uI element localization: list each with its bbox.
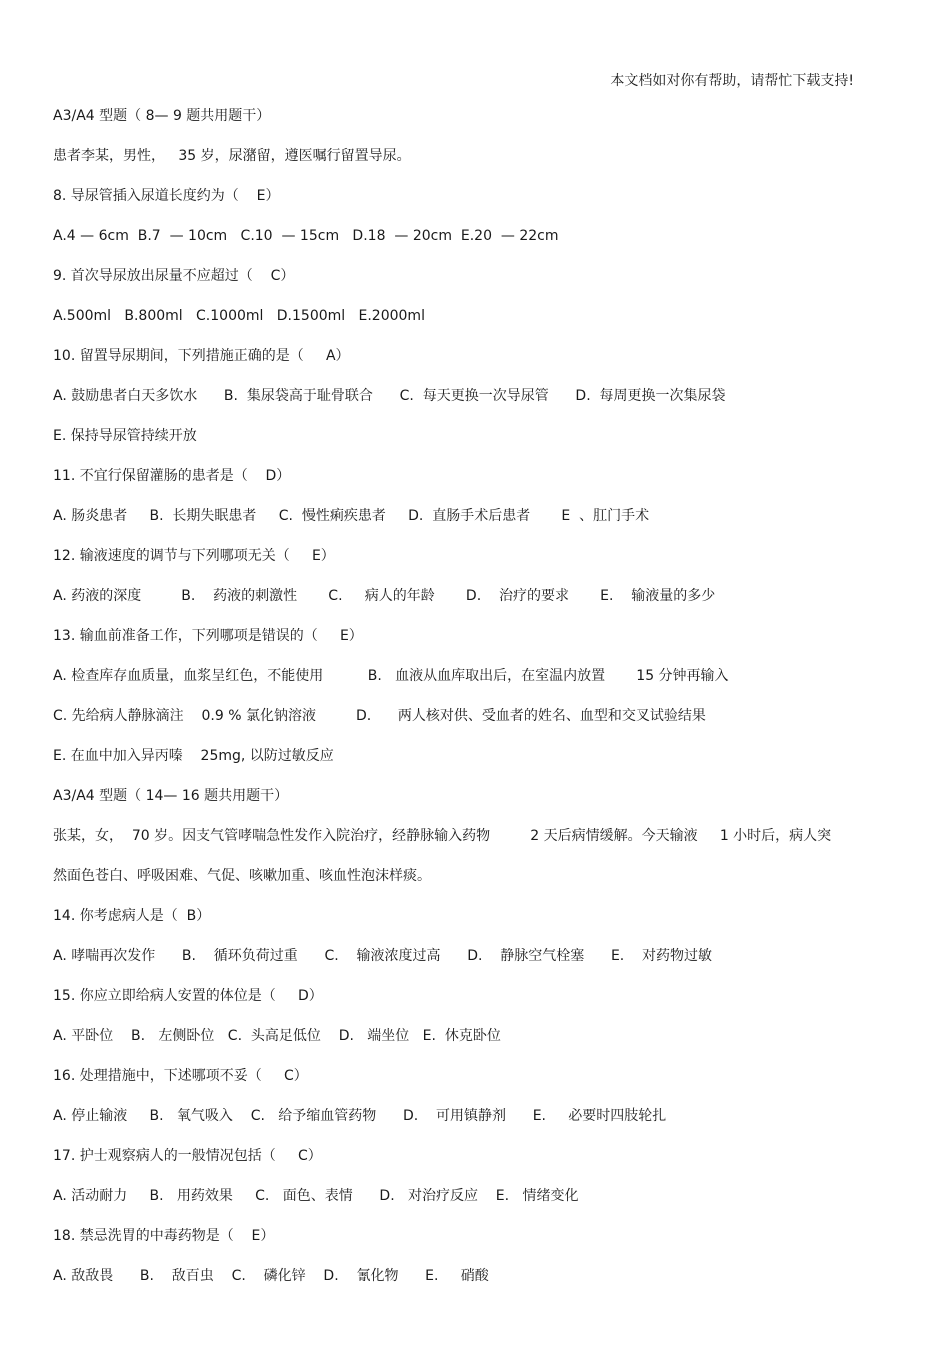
text-line: C. 先给病人静脉滴注 0.9 % 氯化钠溶液 D. 两人核对供、受血者的姓名、血型和交叉试验结果 — [53, 708, 706, 724]
text-line: A. 药液的深度 B. 药液的刺激性 C. 病人的年龄 D. 治疗的要求 E. 输液量的多少 — [53, 588, 716, 604]
text-line: 10. 留置导尿期间，下列措施正确的是（ A） — [53, 348, 350, 364]
text-line: A.500ml B.800ml C.1000ml D.1500ml E.2000ml — [53, 308, 425, 324]
text-line: A. 肠炎患者 B. 长期失眠患者 C. 慢性痢疾患者 D. 直肠手术后患者 E 、肛门手术 — [53, 508, 650, 524]
text-line: A3/A4 型题（ 8— 9 题共用题干） — [53, 108, 271, 124]
text-line: A. 检查库存血质量，血浆呈红色，不能使用 B. 血液从血库取出后，在室温内放置 15 分钟再输入 — [53, 668, 729, 684]
text-line: 15. 你应立即给病人安置的体位是（ D） — [53, 988, 323, 1004]
document-body — [53, 105, 913, 1305]
text-line: E. 保持导尿管持续开放 — [53, 428, 197, 444]
text-line: 8. 导尿管插入尿道长度约为（ E） — [53, 188, 280, 204]
text-line: 11. 不宜行保留灌肠的患者是（ D） — [53, 468, 291, 484]
text-line: E. 在血中加入异丙嗪 25mg, 以防过敏反应 — [53, 748, 334, 764]
text-line: A. 平卧位 B. 左侧卧位 C. 头高足低位 D. 端坐位 E. 休克卧位 — [53, 1028, 501, 1044]
text-line: A. 敌敌畏 B. 敌百虫 C. 磷化锌 D. 氰化物 E. 硝酸 — [53, 1268, 489, 1284]
text-line: A. 哮喘再次发作 B. 循环负荷过重 C. 输液浓度过高 D. 静脉空气栓塞 E. 对药物过敏 — [53, 948, 713, 964]
text-line: 17. 护士观察病人的一般情况包括（ C） — [53, 1148, 322, 1164]
text-line: 然面色苍白、呼吸困难、气促、咳嗽加重、咳血性泡沫样痰。 — [53, 868, 431, 884]
header-note: 本文档如对你有帮助，请帮忙下载支持! — [610, 73, 854, 89]
text-line: A3/A4 型题（ 14— 16 题共用题干） — [53, 788, 289, 804]
text-line: 12. 输液速度的调节与下列哪项无关（ E） — [53, 548, 335, 564]
text-line: 患者李某，男性， 35 岁，尿潴留，遵医嘱行留置导尿。 — [53, 148, 411, 164]
text-line: 张某，女， 70 岁。因支气管哮喘急性发作入院治疗，经静脉输入药物 2 天后病情缓解。今天输液 1 小时后，病人突 — [53, 828, 832, 844]
text-line: A.4 — 6cm B.7 — 10cm C.10 — 15cm D.18 — 20cm E.20 — 22cm — [53, 228, 559, 244]
text-line: 16. 处理措施中，下述哪项不妥（ C） — [53, 1068, 308, 1084]
text-line: 14. 你考虑病人是（ B） — [53, 908, 211, 924]
text-line: A. 鼓励患者白天多饮水 B. 集尿袋高于耻骨联合 C. 每天更换一次导尿管 D. 每周更换一次集尿袋 — [53, 388, 726, 404]
text-line: 18. 禁忌洗胃的中毒药物是（ E） — [53, 1228, 275, 1244]
text-line: A. 活动耐力 B. 用药效果 C. 面色、表情 D. 对治疗反应 E. 情绪变化 — [53, 1188, 579, 1204]
text-line: 9. 首次导尿放出尿量不应超过（ C） — [53, 268, 295, 284]
text-line: A. 停止输液 B. 氧气吸入 C. 给予缩血管药物 D. 可用镇静剂 E. 必要时四肢轮扎 — [53, 1108, 667, 1124]
text-line: 13. 输血前准备工作，下列哪项是错误的（ E） — [53, 628, 363, 644]
